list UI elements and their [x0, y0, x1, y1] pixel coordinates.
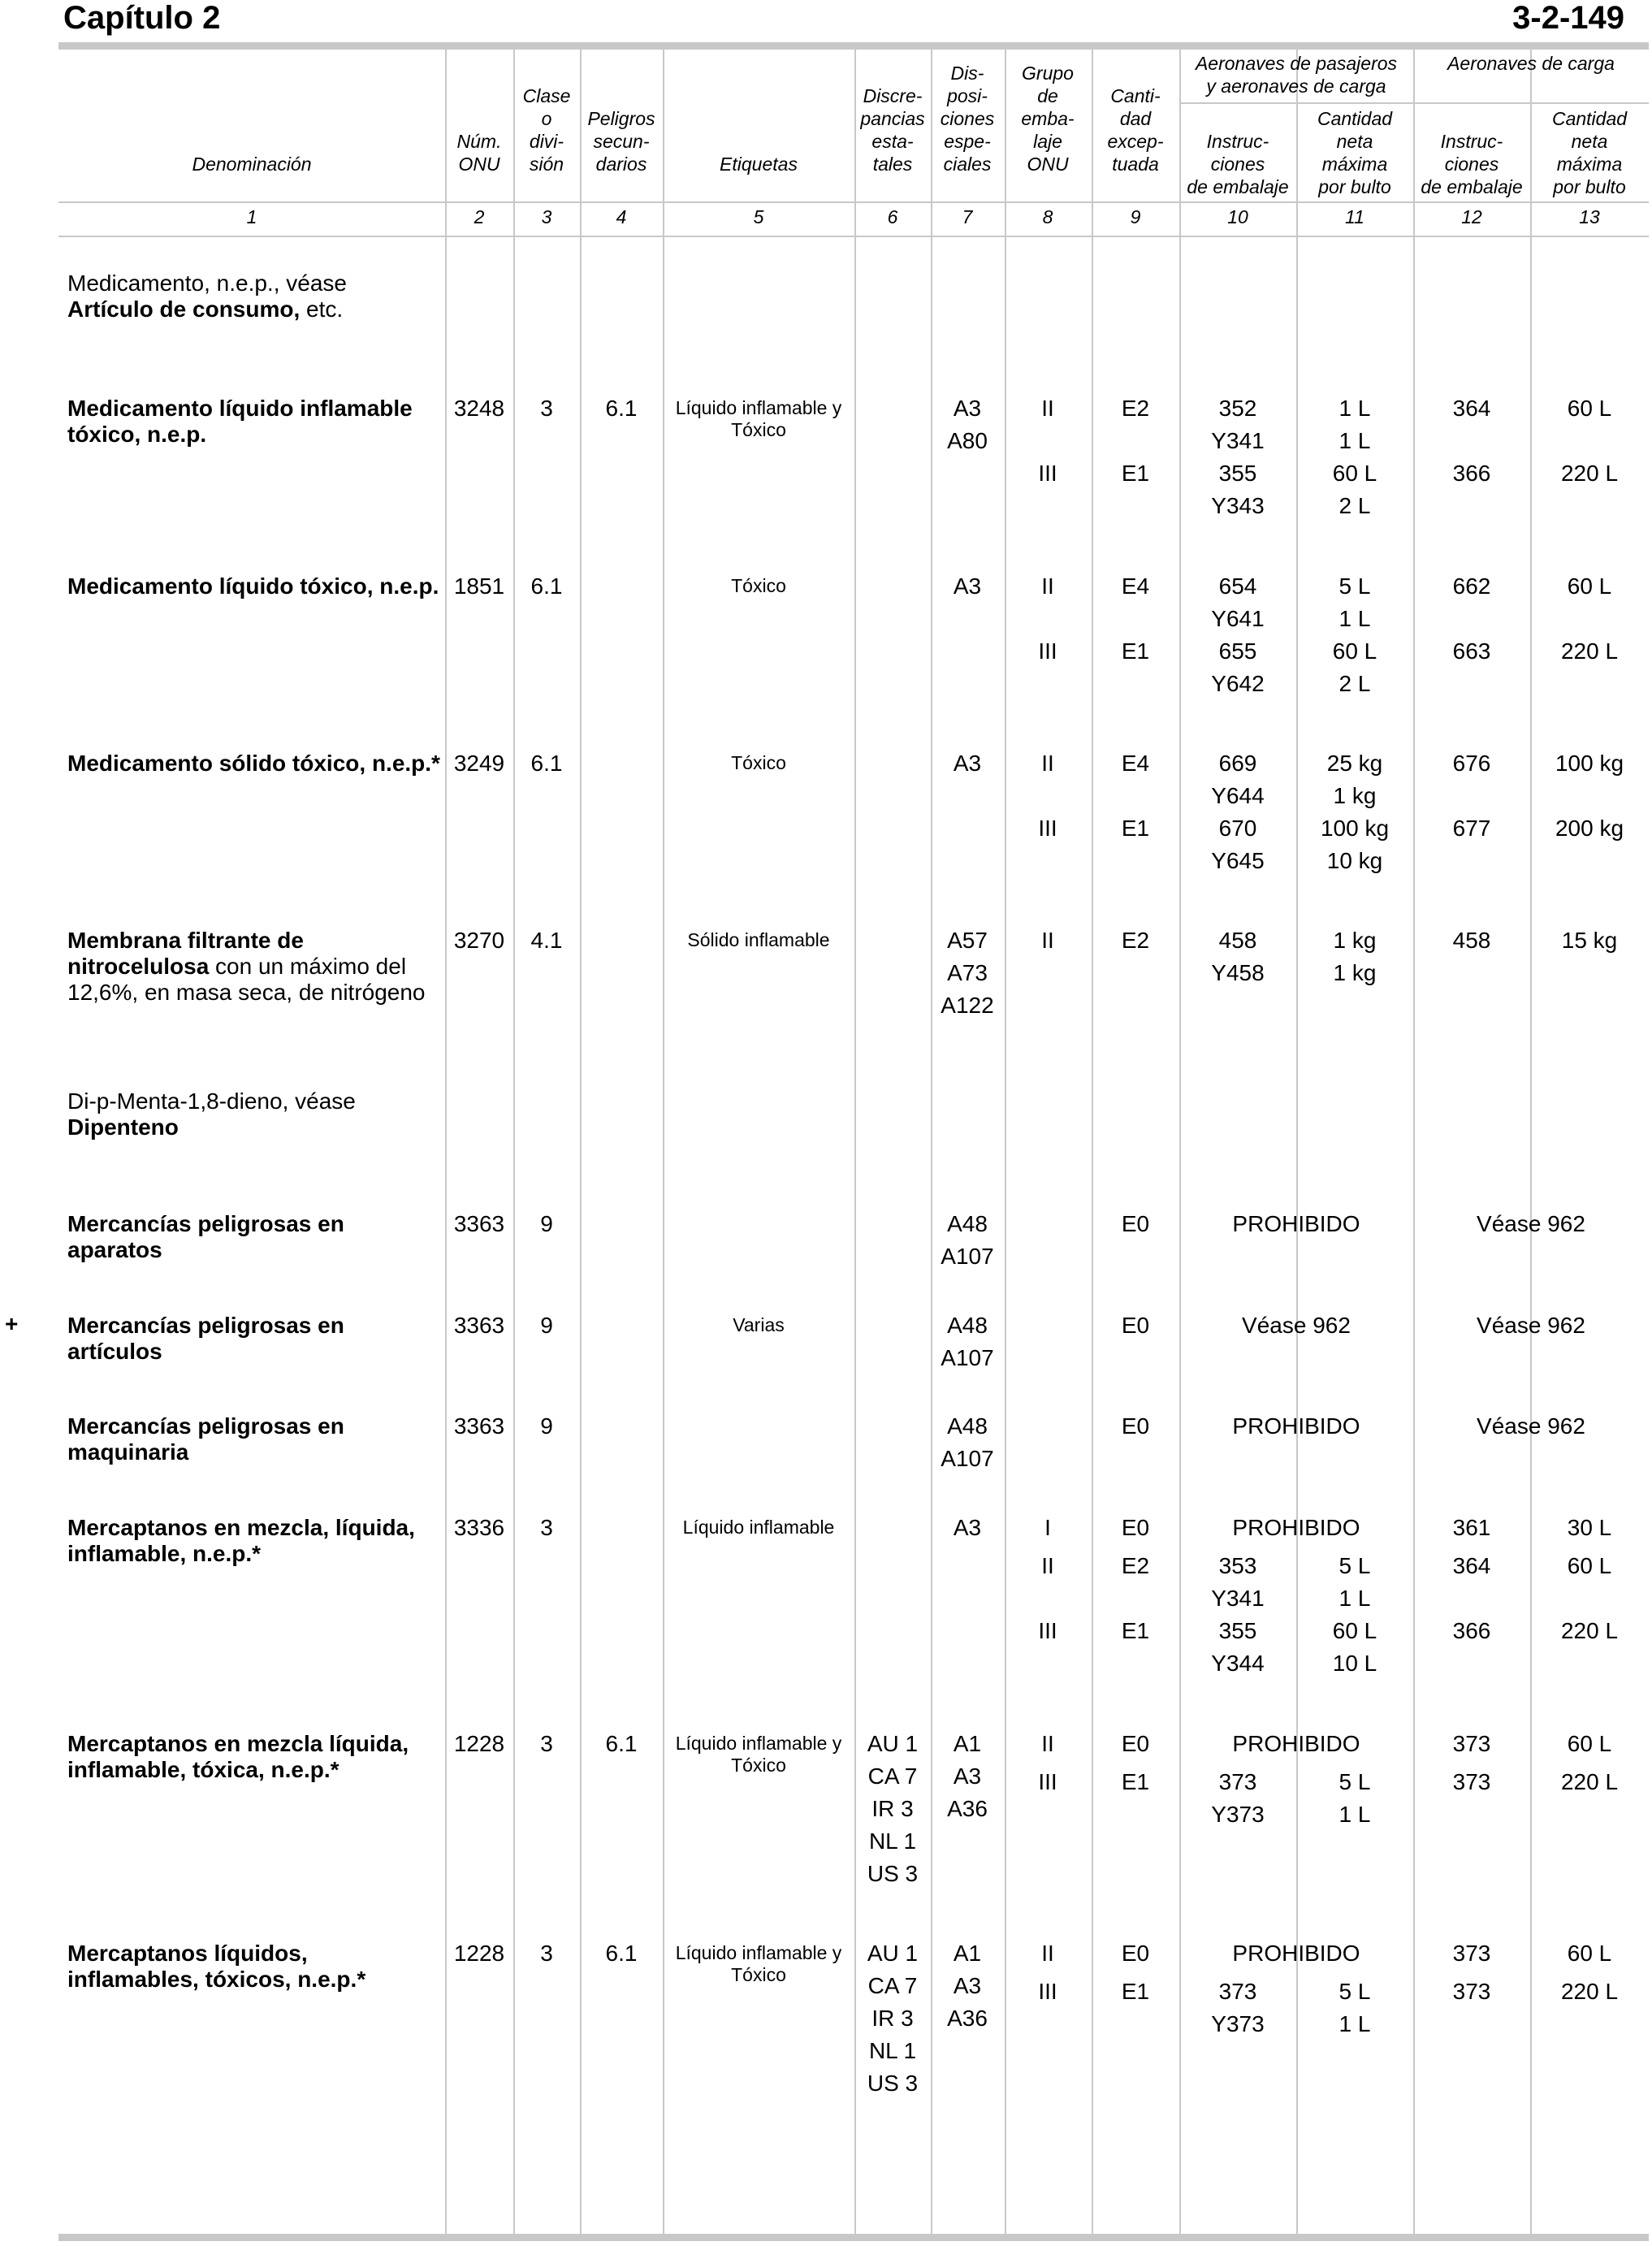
- entry-name: Medicamento líquido inflamable tóxico, n.e.p.: [67, 396, 413, 447]
- special-provision: A80: [947, 428, 988, 453]
- header-cantidad-neta-pasajeros: Cantidad neta máxima por bulto: [1317, 108, 1393, 197]
- subsidiary-hazard: 6.1: [605, 1941, 638, 1966]
- un-number: 1851: [453, 573, 505, 599]
- header-clase: Clase o divi- sión: [522, 85, 571, 175]
- column-divider: [1179, 47, 1181, 2234]
- passenger-max-net-quantity: 5 L: [1338, 1553, 1371, 1578]
- hazard-labels: Líquido inflamable: [682, 1517, 835, 1538]
- passenger-max-net-quantity: 5 L: [1338, 1979, 1371, 2004]
- special-provision: A48: [947, 1313, 988, 1338]
- packing-group: II: [1041, 1553, 1054, 1578]
- special-provision: A36: [947, 1796, 988, 1821]
- column-number: 13: [1579, 206, 1600, 227]
- special-provision: A107: [941, 1244, 994, 1269]
- passenger-packing-instruction: 373: [1218, 1979, 1257, 2004]
- special-provision: A3: [953, 1763, 982, 1789]
- cargo-span-text: Véase 962: [1477, 1313, 1585, 1338]
- passenger-max-net-quantity: 10 kg: [1326, 848, 1383, 873]
- passenger-forbidden: PROHIBIDO: [1232, 1731, 1360, 1756]
- cargo-packing-instruction: 676: [1452, 751, 1491, 776]
- cargo-max-net-quantity: 60 L: [1567, 573, 1612, 599]
- state-variation: NL 1: [868, 1828, 917, 1854]
- excepted-quantity: E1: [1121, 1769, 1150, 1794]
- state-variation: CA 7: [867, 1973, 918, 1998]
- passenger-packing-instruction: 352: [1218, 396, 1257, 421]
- excepted-quantity: E2: [1121, 396, 1150, 421]
- column-divider: [1413, 47, 1415, 2234]
- cargo-max-net-quantity: 60 L: [1567, 396, 1612, 421]
- state-variation: US 3: [867, 2071, 919, 2096]
- cargo-max-net-quantity: 15 kg: [1561, 928, 1618, 953]
- state-variation: CA 7: [867, 1763, 918, 1789]
- entry-name: Di-p-Menta-1,8-dieno, véase Dipenteno: [67, 1088, 356, 1140]
- special-provision: A3: [953, 1973, 982, 1998]
- excepted-quantity: E1: [1121, 461, 1150, 486]
- passenger-max-net-quantity: 60 L: [1332, 1618, 1377, 1643]
- entry-name: Medicamento sólido tóxico, n.e.p.*: [67, 751, 440, 776]
- special-provision: A1: [953, 1731, 982, 1756]
- passenger-max-net-quantity: 1 L: [1338, 428, 1371, 453]
- passenger-packing-instruction: 670: [1218, 816, 1257, 841]
- hazard-labels: Líquido inflamable y Tóxico: [675, 1733, 842, 1776]
- cargo-max-net-quantity: 220 L: [1560, 1618, 1619, 1643]
- excepted-quantity: E4: [1121, 751, 1150, 776]
- passenger-packing-instruction: Y341: [1211, 1586, 1265, 1611]
- class-division: 6.1: [530, 573, 563, 599]
- passenger-packing-instruction: Y341: [1211, 428, 1265, 453]
- packing-group: II: [1041, 1941, 1054, 1966]
- header-grupo: Grupo de emba- laje ONU: [1021, 63, 1075, 175]
- cargo-packing-instruction: 373: [1452, 1731, 1491, 1756]
- cargo-packing-instruction: 458: [1452, 928, 1491, 953]
- cargo-max-net-quantity: 220 L: [1560, 461, 1619, 486]
- header-denominacion: Denominación: [192, 154, 312, 175]
- row-divider: [1179, 102, 1649, 104]
- column-number: 11: [1345, 206, 1364, 227]
- passenger-max-net-quantity: 1 kg: [1333, 783, 1377, 808]
- cargo-span-text: Véase 962: [1477, 1413, 1585, 1439]
- hazard-labels: Tóxico: [731, 752, 786, 773]
- passenger-packing-instruction: Y344: [1211, 1651, 1265, 1676]
- excepted-quantity: E0: [1121, 1313, 1150, 1338]
- entry-name: Mercaptanos líquidos, inflamables, tóxicos, n.e.p.*: [67, 1941, 366, 1992]
- row-divider: [58, 201, 1649, 203]
- bottom-rule: [58, 2234, 1649, 2241]
- header-discrepancias: Discre- pancias esta- tales: [860, 85, 925, 175]
- cargo-max-net-quantity: 100 kg: [1555, 751, 1624, 776]
- passenger-max-net-quantity: 60 L: [1332, 461, 1377, 486]
- cargo-packing-instruction: 366: [1452, 1618, 1491, 1643]
- cargo-max-net-quantity: 60 L: [1567, 1731, 1612, 1756]
- excepted-quantity: E1: [1121, 816, 1150, 841]
- state-variation: AU 1: [867, 1941, 919, 1966]
- header-etiquetas: Etiquetas: [720, 154, 798, 175]
- chapter-title: Capítulo 2: [63, 0, 221, 36]
- revision-mark: +: [5, 1311, 19, 1336]
- cargo-packing-instruction: 373: [1452, 1769, 1491, 1794]
- column-number: 10: [1227, 206, 1248, 227]
- cargo-packing-instruction: 373: [1452, 1979, 1491, 2004]
- class-division: 3: [540, 1515, 553, 1540]
- subsidiary-hazard: 6.1: [605, 1731, 638, 1756]
- passenger-max-net-quantity: 1 kg: [1333, 928, 1377, 953]
- special-provision: A57: [947, 928, 988, 953]
- packing-group: II: [1041, 573, 1054, 599]
- passenger-max-net-quantity: 1 L: [1338, 1586, 1371, 1611]
- column-divider: [1296, 47, 1298, 2234]
- passenger-packing-instruction: Y641: [1211, 606, 1265, 631]
- column-number: 3: [541, 206, 552, 227]
- special-provision: A107: [941, 1345, 994, 1370]
- passenger-max-net-quantity: 2 L: [1338, 493, 1371, 518]
- packing-group: II: [1041, 396, 1054, 421]
- column-number: 7: [962, 206, 973, 227]
- header-aeronaves-pasajeros: Aeronaves de pasajeros y aeronaves de carga: [1195, 53, 1398, 97]
- passenger-max-net-quantity: 25 kg: [1326, 751, 1383, 776]
- excepted-quantity: E0: [1121, 1731, 1150, 1756]
- special-provision: A122: [941, 993, 994, 1018]
- packing-group: III: [1038, 638, 1057, 664]
- hazard-labels: Varias: [733, 1314, 785, 1335]
- hazard-labels: Líquido inflamable y Tóxico: [675, 397, 842, 440]
- passenger-packing-instruction: Y343: [1211, 493, 1265, 518]
- state-variation: IR 3: [871, 1796, 914, 1821]
- passenger-max-net-quantity: 10 L: [1332, 1651, 1377, 1676]
- passenger-packing-instruction: 458: [1218, 928, 1257, 953]
- subsidiary-hazard: 6.1: [605, 396, 638, 421]
- column-number: 1: [246, 206, 257, 227]
- passenger-span-text: PROHIBIDO: [1232, 1413, 1360, 1439]
- passenger-span-text: PROHIBIDO: [1232, 1211, 1360, 1236]
- special-provision: A3: [953, 396, 982, 421]
- state-variation: AU 1: [867, 1731, 919, 1756]
- excepted-quantity: E4: [1121, 573, 1150, 599]
- column-divider: [931, 47, 932, 2234]
- column-divider: [1005, 47, 1006, 2234]
- class-division: 3: [540, 1941, 553, 1966]
- special-provision: A73: [947, 960, 988, 985]
- un-number: 3248: [453, 396, 505, 421]
- packing-group: III: [1038, 816, 1057, 841]
- passenger-packing-instruction: 655: [1218, 638, 1257, 664]
- un-number: 3363: [453, 1313, 505, 1338]
- column-number: 9: [1130, 206, 1141, 227]
- un-number: 3363: [453, 1413, 505, 1439]
- passenger-max-net-quantity: 1 kg: [1333, 960, 1377, 985]
- excepted-quantity: E0: [1121, 1413, 1150, 1439]
- packing-group: III: [1038, 461, 1057, 486]
- passenger-max-net-quantity: 100 kg: [1320, 816, 1390, 841]
- class-division: 3: [540, 396, 553, 421]
- column-number: 6: [887, 206, 898, 227]
- special-provision: A107: [941, 1446, 994, 1471]
- column-number: 4: [616, 206, 627, 227]
- passenger-max-net-quantity: 5 L: [1338, 1769, 1371, 1794]
- cargo-max-net-quantity: 220 L: [1560, 1979, 1619, 2004]
- packing-group: I: [1044, 1515, 1051, 1540]
- column-divider: [663, 47, 664, 2234]
- passenger-packing-instruction: Y644: [1211, 783, 1265, 808]
- passenger-max-net-quantity: 5 L: [1338, 573, 1371, 599]
- un-number: 1228: [453, 1941, 505, 1966]
- header-num-onu: Núm. ONU: [456, 131, 502, 175]
- passenger-packing-instruction: Y373: [1211, 2011, 1265, 2036]
- column-divider: [445, 47, 447, 2234]
- entry-name: Membrana filtrante de nitrocelulosa con un máximo del 12,6%, en masa seca, de nitrógeno: [67, 928, 426, 1005]
- excepted-quantity: E1: [1121, 638, 1150, 664]
- cargo-max-net-quantity: 60 L: [1567, 1941, 1612, 1966]
- class-division: 9: [540, 1313, 553, 1338]
- column-divider: [580, 47, 582, 2234]
- column-number: 12: [1461, 206, 1482, 227]
- entry-name: Mercancías peligrosas en artículos: [67, 1313, 344, 1364]
- header-instrucciones-pasajeros: Instruc- ciones de embalaje: [1187, 131, 1289, 197]
- column-divider: [1530, 47, 1532, 2234]
- state-variation: NL 1: [868, 2038, 917, 2063]
- header-peligros: Peligros secun- darios: [587, 108, 655, 175]
- cargo-max-net-quantity: 220 L: [1560, 1769, 1619, 1794]
- class-division: 6.1: [530, 751, 563, 776]
- column-number: 8: [1042, 206, 1053, 227]
- special-provision: A3: [953, 1515, 982, 1540]
- packing-group: III: [1038, 1618, 1057, 1643]
- passenger-max-net-quantity: 1 L: [1338, 1802, 1371, 1827]
- entry-name: Mercancías peligrosas en maquinaria: [67, 1413, 344, 1465]
- excepted-quantity: E0: [1121, 1211, 1150, 1236]
- hazard-labels: Líquido inflamable y Tóxico: [675, 1942, 842, 1985]
- un-number: 1228: [453, 1731, 505, 1756]
- passenger-max-net-quantity: 1 L: [1338, 606, 1371, 631]
- packing-group: II: [1041, 751, 1054, 776]
- cargo-max-net-quantity: 200 kg: [1555, 816, 1624, 841]
- excepted-quantity: E1: [1121, 1979, 1150, 2004]
- entry-name: Medicamento líquido tóxico, n.e.p.: [67, 573, 439, 599]
- cargo-max-net-quantity: 60 L: [1567, 1553, 1612, 1578]
- cargo-packing-instruction: 663: [1452, 638, 1491, 664]
- cargo-packing-instruction: 361: [1452, 1515, 1491, 1540]
- header-cantidad-exceptuada: Canti- dad excep- tuada: [1107, 85, 1164, 175]
- cargo-packing-instruction: 366: [1452, 461, 1491, 486]
- passenger-packing-instruction: Y373: [1211, 1802, 1265, 1827]
- passenger-packing-instruction: Y458: [1211, 960, 1265, 985]
- entry-name: Mercaptanos en mezcla, líquida, inflamable, n.e.p.*: [67, 1515, 415, 1566]
- special-provision: A36: [947, 2006, 988, 2031]
- un-number: 3363: [453, 1211, 505, 1236]
- cargo-max-net-quantity: 220 L: [1560, 638, 1619, 664]
- special-provision: A1: [953, 1941, 982, 1966]
- class-division: 9: [540, 1413, 553, 1439]
- un-number: 3270: [453, 928, 505, 953]
- passenger-max-net-quantity: 1 L: [1338, 396, 1371, 421]
- row-divider: [58, 236, 1649, 237]
- passenger-packing-instruction: 355: [1218, 461, 1257, 486]
- class-division: 4.1: [530, 928, 563, 953]
- passenger-packing-instruction: Y645: [1211, 848, 1265, 873]
- passenger-forbidden: PROHIBIDO: [1232, 1941, 1360, 1966]
- header-cantidad-neta-carga: Cantidad neta máxima por bulto: [1551, 108, 1628, 197]
- column-divider: [513, 47, 515, 2234]
- top-rule: [58, 42, 1649, 50]
- cargo-packing-instruction: 677: [1452, 816, 1491, 841]
- excepted-quantity: E0: [1121, 1941, 1150, 1966]
- passenger-max-net-quantity: 1 L: [1338, 2011, 1371, 2036]
- passenger-packing-instruction: 373: [1218, 1769, 1257, 1794]
- cargo-max-net-quantity: 30 L: [1567, 1515, 1612, 1540]
- class-division: 3: [540, 1731, 553, 1756]
- excepted-quantity: E2: [1121, 1553, 1150, 1578]
- passenger-packing-instruction: 654: [1218, 573, 1257, 599]
- un-number: 3249: [453, 751, 505, 776]
- passenger-packing-instruction: 355: [1218, 1618, 1257, 1643]
- packing-group: II: [1041, 928, 1054, 953]
- column-number: 2: [474, 206, 485, 227]
- header-disposiciones: Dis- posi- ciones espe- ciales: [940, 63, 995, 175]
- cargo-packing-instruction: 364: [1452, 1553, 1491, 1578]
- state-variation: US 3: [867, 1861, 919, 1886]
- passenger-max-net-quantity: 60 L: [1332, 638, 1377, 664]
- excepted-quantity: E1: [1121, 1618, 1150, 1643]
- passenger-span-text: Véase 962: [1242, 1313, 1351, 1338]
- hazard-labels: Sólido inflamable: [687, 929, 830, 950]
- cargo-packing-instruction: 373: [1452, 1941, 1491, 1966]
- page-number: 3-2-149: [1512, 0, 1624, 36]
- special-provision: A3: [953, 573, 982, 599]
- passenger-packing-instruction: 353: [1218, 1553, 1257, 1578]
- entry-name: Mercaptanos en mezcla líquida, inflamable, tóxica, n.e.p.*: [67, 1731, 409, 1782]
- excepted-quantity: E2: [1121, 928, 1150, 953]
- column-number: 5: [753, 206, 764, 227]
- cargo-packing-instruction: 364: [1452, 396, 1491, 421]
- passenger-packing-instruction: Y642: [1211, 671, 1265, 696]
- column-divider: [854, 47, 856, 2234]
- hazard-labels: Tóxico: [731, 575, 786, 596]
- cargo-span-text: Véase 962: [1477, 1211, 1585, 1236]
- un-number: 3336: [453, 1515, 505, 1540]
- header-instrucciones-carga: Instruc- ciones de embalaje: [1421, 131, 1523, 197]
- cargo-packing-instruction: 662: [1452, 573, 1491, 599]
- packing-group: II: [1041, 1731, 1054, 1756]
- entry-name: Medicamento, n.e.p., véase Artículo de consumo, etc.: [67, 270, 347, 322]
- class-division: 9: [540, 1211, 553, 1236]
- packing-group: III: [1038, 1979, 1057, 2004]
- passenger-max-net-quantity: 2 L: [1338, 671, 1371, 696]
- excepted-quantity: E0: [1121, 1515, 1150, 1540]
- special-provision: A48: [947, 1413, 988, 1439]
- passenger-packing-instruction: 669: [1218, 751, 1257, 776]
- state-variation: IR 3: [871, 2006, 914, 2031]
- passenger-forbidden: PROHIBIDO: [1232, 1515, 1360, 1540]
- entry-name: Mercancías peligrosas en aparatos: [67, 1211, 344, 1262]
- special-provision: A3: [953, 751, 982, 776]
- packing-group: III: [1038, 1769, 1057, 1794]
- header-aeronaves-carga: Aeronaves de carga: [1447, 53, 1615, 74]
- column-divider: [1092, 47, 1093, 2234]
- special-provision: A48: [947, 1211, 988, 1236]
